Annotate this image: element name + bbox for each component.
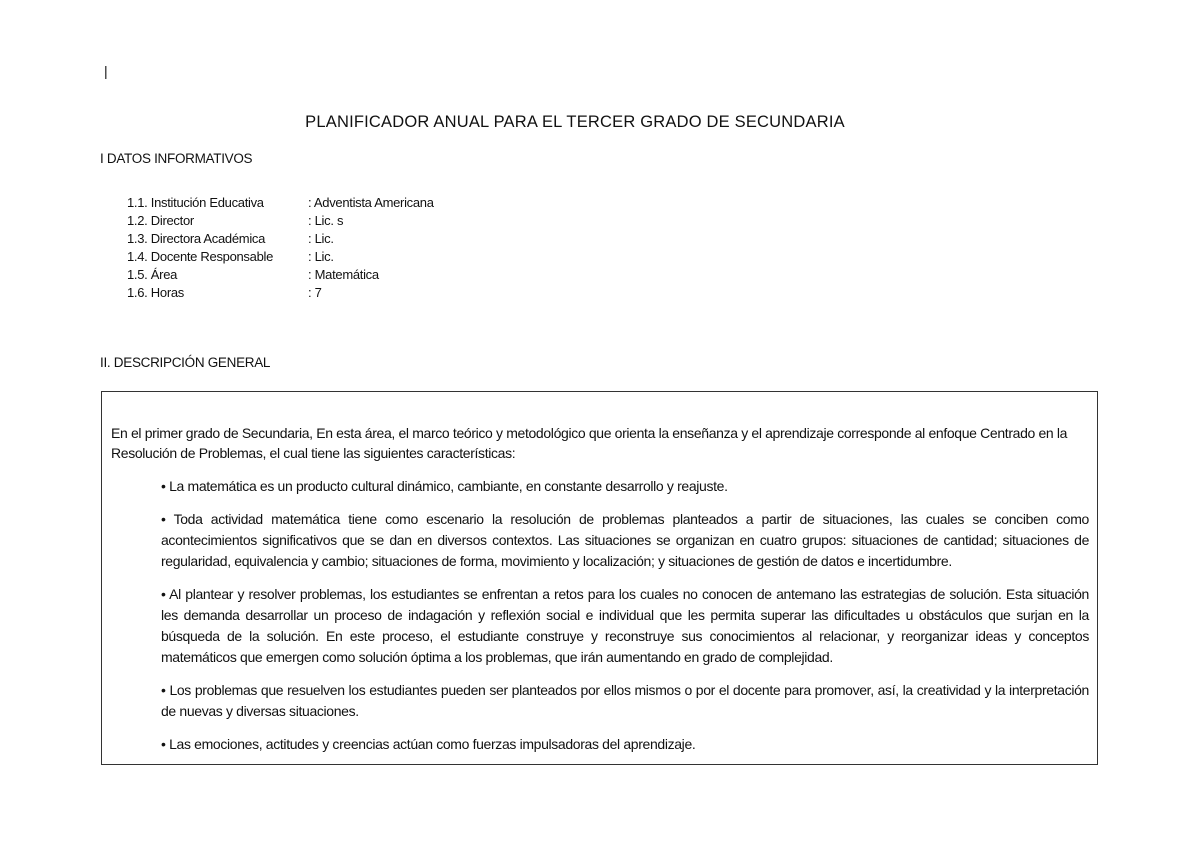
info-row-directora-academica bbox=[127, 230, 434, 248]
info-value: : Lic. bbox=[308, 231, 334, 246]
list-item bbox=[161, 584, 1089, 668]
info-row-institucion bbox=[127, 194, 434, 212]
document-title-text: PLANIFICADOR ANUAL PARA EL TERCER GRADO DE SECUNDARIA bbox=[305, 113, 845, 131]
description-intro: En el primer grado de Secundaria, En esta área, el marco teórico y metodológico que orienta la enseñanza y el aprendizaje corresponde al enfoque Centrado en la Resolución de Problemas, el cual tiene las siguientes características: bbox=[111, 425, 1068, 461]
info-value: : Adventista Americana bbox=[308, 195, 434, 210]
info-list bbox=[127, 194, 434, 302]
info-value: : Lic. s bbox=[308, 213, 344, 228]
section-heading-descripcion-general: II. DESCRIPCIÓN GENERAL bbox=[100, 355, 271, 370]
info-value: : Lic. bbox=[308, 249, 334, 264]
list-item-text: Las emociones, actitudes y creencias actúan como fuerzas impulsadoras del aprendizaje. bbox=[169, 736, 696, 752]
page-marker: | bbox=[104, 63, 108, 79]
bullet-icon: • bbox=[161, 586, 166, 602]
bullet-icon: • bbox=[161, 511, 166, 527]
list-item-text: Al plantear y resolver problemas, los estudiantes se enfrentan a retos para los cuales no conocen de antemano las estrategias de solución. Esta situación les demanda desarrollar un proceso de indagación y reflexión social e individual que les permita superar las dificultades u obstáculos que surjan en la búsqueda de la solución. En este proceso, el estudiante construye y reconstruye sus conocimientos al relacionar, y reorganizar ideas y conceptos matemáticos que emergen como solución óptima a los problemas, que irán aumentando en grado de complejidad. bbox=[161, 586, 1089, 665]
section-heading-datos-informativos: I DATOS INFORMATIVOS bbox=[100, 151, 253, 166]
info-value: : 7 bbox=[308, 285, 322, 300]
info-label: 1.3. Directora Académica bbox=[127, 231, 266, 246]
info-row-director bbox=[127, 212, 434, 230]
characteristics-list bbox=[161, 476, 1089, 755]
list-item-text: Los problemas que resuelven los estudiantes pueden ser planteados por ellos mismos o por el docente para promover, así, la creatividad y la interpretación de nuevas y diversas situaciones. bbox=[161, 682, 1089, 719]
info-label: 1.4. Docente Responsable bbox=[127, 249, 274, 264]
info-label: 1.6. Horas bbox=[127, 285, 184, 300]
list-item bbox=[161, 734, 1089, 755]
list-item bbox=[161, 476, 1089, 497]
info-label: 1.5. Área bbox=[127, 267, 178, 282]
info-label: 1.2. Director bbox=[127, 213, 194, 228]
list-item bbox=[161, 509, 1089, 572]
description-box bbox=[101, 391, 1098, 765]
list-item-text: Toda actividad matemática tiene como escenario la resolución de problemas planteados a partir de situaciones, las cuales se conciben como acontecimientos significativos que se dan en diversos contextos. Las situaciones se organizan en cuatro grupos: situaciones de cantidad; situaciones de regularidad, equivalencia y cambio; situaciones de forma, movimiento y localización; y situaciones de gestión de datos e incertidumbre. bbox=[161, 511, 1089, 569]
info-value: : Matemática bbox=[308, 267, 379, 282]
info-row-docente-responsable bbox=[127, 248, 434, 266]
document-title bbox=[0, 113, 1150, 132]
list-item-text: La matemática es un producto cultural dinámico, cambiante, en constante desarrollo y reajuste. bbox=[169, 478, 728, 494]
bullet-icon: • bbox=[161, 736, 166, 752]
info-label: 1.1. Institución Educativa bbox=[127, 195, 264, 210]
info-row-area bbox=[127, 266, 434, 284]
bullet-icon: • bbox=[161, 478, 166, 494]
info-row-horas bbox=[127, 284, 434, 302]
list-item bbox=[161, 680, 1089, 722]
bullet-icon: • bbox=[161, 682, 166, 698]
